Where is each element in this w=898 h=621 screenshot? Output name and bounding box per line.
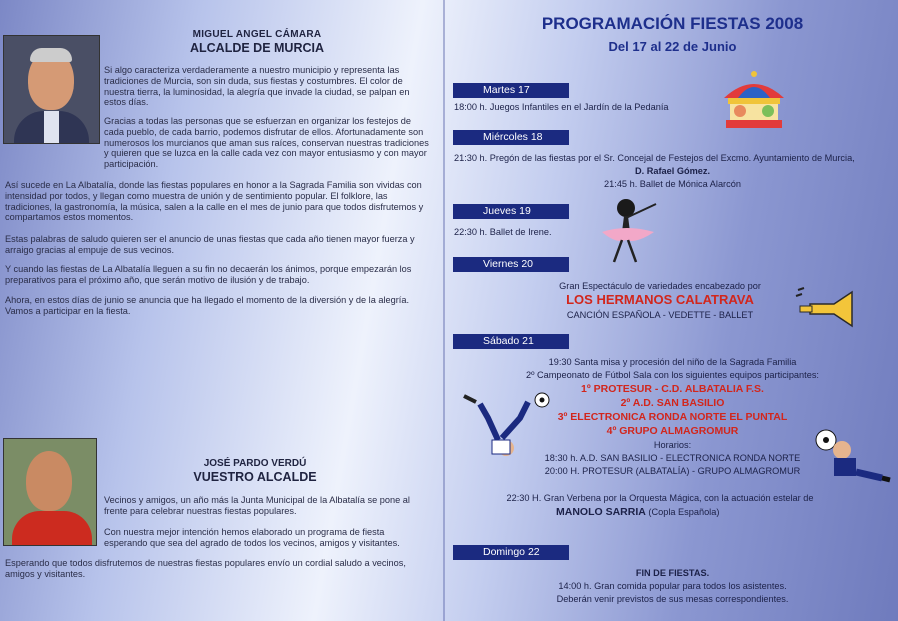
event-line: 1º PROTESUR - C.D. ALBATALIA F.S. bbox=[581, 383, 764, 395]
mayor-photo bbox=[3, 35, 100, 144]
event-line: CANCIÓN ESPAÑOLA - VEDETTE - BALLET bbox=[566, 310, 754, 320]
event-line: 4º GRUPO ALMAGROMUR bbox=[606, 425, 739, 437]
carousel-illustration-icon bbox=[718, 70, 790, 132]
mayor-paragraph: Gracias a todas las personas que se esfuerzan en organizar los festejos de cada pueblo, de cada barrio, podemos disfrutar de ellos. Afortunadamente son numerosos los murcianos que aman sus raíces, conservan nuestras tradiciones y quieren que se luzca en la calle cada vez con mayor entusiasmo y con mayor participación. bbox=[104, 116, 429, 170]
vice-role: VUESTRO ALCALDE bbox=[193, 470, 317, 484]
goalkeeper-illustration-icon bbox=[808, 426, 892, 492]
trumpet-illustration-icon bbox=[790, 282, 860, 332]
vice-paragraph: Vecinos y amigos, un año más la Junta Municipal de la Albatalía se pone al frente para celebrar nuestras fiestas populares. bbox=[104, 495, 410, 516]
event-line: 22:30 H. Gran Verbena por la Orquesta Mágica, con la actuación estelar de bbox=[506, 493, 814, 503]
event-line: 22:30 h. Ballet de Irene. bbox=[454, 227, 552, 237]
event-line: 3º ELECTRONICA RONDA NORTE EL PUNTAL bbox=[557, 411, 788, 423]
vice-paragraph: Con nuestra mejor intención hemos elaborado un programa de fiesta esperando que sea del agrado de todos los vecinos, amigos y visitantes. bbox=[104, 527, 400, 548]
mayor-paragraph: Así sucede en La Albatalía, donde las fiestas populares en honor a la Sagrada Familia son vividas con intensidad por todos, y llegan como muestra de unión y de sentimiento popular. El folklore, las tradiciones, la gastronomía, la música, salen a la calle en el mes de junio para que todos disfrutemos y compartamos estos momentos. bbox=[5, 180, 424, 223]
ballerina-illustration-icon bbox=[596, 196, 664, 268]
event-line: 14:00 h. Gran comida popular para todos los asistentes. bbox=[558, 581, 787, 591]
day-header-miercoles: Miércoles 18 bbox=[453, 130, 569, 145]
event-line: 20:00 H. PROTESUR (ALBATALÍA) - GRUPO ALMAGROMUR bbox=[544, 466, 801, 476]
event-line: 2º Campeonato de Fútbol Sala con los siguientes equipos participantes: bbox=[526, 370, 819, 380]
vice-photo bbox=[3, 438, 97, 546]
day-header-martes: Martes 17 bbox=[453, 83, 569, 98]
event-line: 19:30 Santa misa y procesión del niño de la Sagrada Familia bbox=[548, 357, 797, 367]
event-line: Horarios: bbox=[653, 440, 692, 450]
mayor-paragraph: Si algo caracteriza verdaderamente a nuestro municipio y representa las tradiciones de Murcia, son sin duda, sus fiestas y costumbres. El color de nuestra tierra, la luminosidad, la alegría que invade la ciudad, se palpan en estos días. bbox=[104, 65, 410, 108]
mayor-name: MIGUEL ANGEL CÁMARA bbox=[192, 29, 322, 40]
vice-paragraph: Esperando que todos disfrutemos de nuestras fiestas populares envío un cordial saludo a vecinos, amigos y visitantes. bbox=[5, 558, 406, 579]
event-line: 21:45 h. Ballet de Mónica Alarcón bbox=[604, 179, 741, 189]
vice-name: JOSÉ PARDO VERDÚ bbox=[203, 458, 307, 469]
fold-line bbox=[443, 0, 445, 621]
mayor-paragraph: Estas palabras de saludo quieren ser el anuncio de unas fiestas que cada año tienen mayor fuerza y arraigo gracias al empuje de sus vecinos. bbox=[5, 234, 415, 255]
event-line: 18:30 h. A.D. SAN BASILIO - ELECTRONICA RONDA NORTE bbox=[544, 453, 801, 463]
event-line: FIN DE FIESTAS. bbox=[635, 568, 710, 578]
day-header-domingo: Domingo 22 bbox=[453, 545, 569, 560]
program-title: PROGRAMACIÓN FIESTAS 2008 bbox=[541, 14, 804, 33]
mayor-paragraph: Ahora, en estos días de junio se anuncia que ha llegado el momento de la diversión y de la alegría. Vamos a participar en la fiesta. bbox=[5, 295, 410, 316]
event-line: 21:30 h. Pregón de las fiestas por el Sr. Concejal de Festejos del Excmo. Ayuntamiento de Murcia, bbox=[454, 153, 855, 163]
event-line: Deberán venir previstos de sus mesas correspondientes. bbox=[556, 594, 789, 604]
event-line: Gran Espectáculo de variedades encabezado por bbox=[559, 281, 761, 291]
event-line: 2º A.D. SAN BASILIO bbox=[620, 397, 725, 409]
day-header-viernes: Viernes 20 bbox=[453, 257, 569, 272]
event-line: LOS HERMANOS CALATRAVA bbox=[566, 292, 754, 307]
event-line bbox=[556, 506, 719, 518]
day-header-jueves: Jueves 19 bbox=[453, 204, 569, 219]
event-line: 18:00 h. Juegos Infantiles en el Jardín de la Pedanía bbox=[454, 102, 669, 112]
event-line: D. Rafael Gómez. bbox=[634, 166, 711, 176]
mayor-paragraph: Y cuando las fiestas de La Albatalía lleguen a su fin no decaerán los ánimos, porque empezarán los preparativos para el próximo año, que serán motivo de ilusión y de trabajo. bbox=[5, 264, 412, 285]
mayor-role: ALCALDE DE MURCIA bbox=[189, 41, 325, 55]
artist-genre: (Copla Española) bbox=[648, 507, 720, 517]
program-subtitle: Del 17 al 22 de Junio bbox=[608, 39, 737, 54]
day-header-sabado: Sábado 21 bbox=[453, 334, 569, 349]
artist-name: MANOLO SARRIA bbox=[556, 506, 646, 518]
soccer-kicker-illustration-icon bbox=[458, 388, 554, 470]
